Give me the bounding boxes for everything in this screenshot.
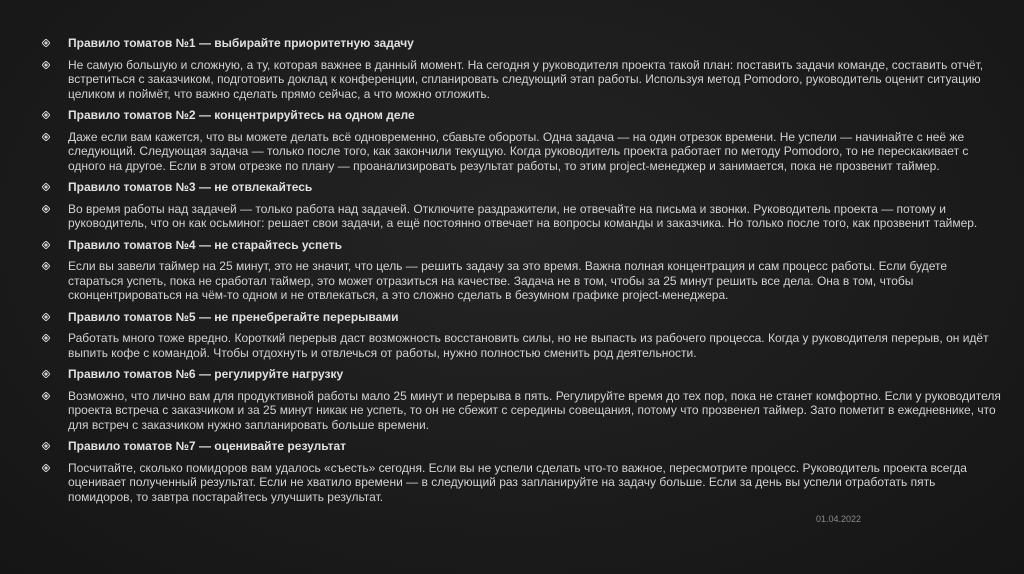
rule-5-heading-text: Правило томатов №5 — не пренебрегайте перерывами <box>68 309 399 324</box>
diamond-bullet-icon <box>42 313 50 321</box>
rule-5-text <box>42 331 1002 360</box>
rule-2-heading <box>42 108 1002 123</box>
diamond-bullet-icon <box>42 334 50 342</box>
diamond-bullet-icon <box>42 111 50 119</box>
slide-content <box>42 36 1002 511</box>
rule-1-heading <box>42 36 1002 51</box>
footer-date: 01.04.2022 <box>816 514 862 524</box>
rule-1-text <box>42 58 1002 102</box>
rule-5-heading <box>42 310 1002 325</box>
diamond-bullet-icon <box>42 61 50 69</box>
rule-2-heading-text: Правило томатов №2 — концентрируйтесь на одном деле <box>68 108 415 122</box>
rule-4-heading-text: Правило томатов №4 — не старайтесь успеть <box>68 237 342 252</box>
rule-6-heading-text: Правило томатов №6 — регулируйте нагрузку <box>68 367 344 381</box>
rule-2-text <box>42 130 1002 174</box>
diamond-bullet-icon <box>42 392 50 400</box>
rule-7-body-text: Посчитайте, сколько помидоров вам удалось «съесть» сегодня. Если вы не успели сделать что-то важное, пересмотрите процесс. Руководитель проекта всегда оценивает полученный результат. Если не хватило времени — в следующий раз запланируйте на задачу больше. Если за день вы успели отработать пять помидоров, то завтра постарайтесь улучшить результат. <box>68 460 967 504</box>
rule-6-body-text: Возможно, что лично вам для продуктивной работы мало 25 минут и перерыва в пять. Регулируйте время до тех пор, пока не станет комфортно. Если у руководителя проекта встреча с заказчиком и за 25 минут никак не успеть, то он не сбежит с середины совещания, потому что прозвенел таймер. Зато пометит в ежедневнике, что для встреч с заказчиком нужно запланировать больше времени. <box>68 388 1001 432</box>
rule-1-body-text: Не самую большую и сложную, а ту, которая важнее в данный момент. На сегодня у руководителя проекта такой план: поставить задачи команде, составить отчёт, встретиться с заказчиком, подготовить доклад к конференции, спланировать следующий этап работы. Используя метод Pomodoro, руководитель оценит ситуацию целиком и поймёт, что важно сделать прямо сейчас, а что можно отложить. <box>68 57 984 101</box>
rule-7-heading <box>42 439 1002 454</box>
diamond-bullet-icon <box>42 133 50 141</box>
diamond-bullet-icon <box>42 262 50 270</box>
diamond-bullet-icon <box>42 205 50 213</box>
diamond-bullet-icon <box>42 370 50 378</box>
rule-2-body-text: Даже если вам кажется, что вы можете делать всё одновременно, сбавьте обороты. Одна задача — на один отрезок времени. Не успели — начинайте с неё же следующий. Следующая задача — только после того, как закончили текущую. Когда руководитель проекта работает по методу Pomodoro, то не перескакивает с одного на другое. Если в этом отрезке по плану — проанализировать результат работы, то этим project-менеджер и занимается, пока не прозвенит таймер. <box>68 129 969 173</box>
rule-3-heading <box>42 180 1002 195</box>
rule-4-heading <box>42 238 1002 253</box>
rule-1-heading-text: Правило томатов №1 — выбирайте приоритетную задачу <box>68 36 414 50</box>
diamond-bullet-icon <box>42 183 50 191</box>
rule-6-heading <box>42 367 1002 382</box>
rule-3-body-text: Во время работы над задачей — только работа над задачей. Отключите раздражители, не отвечайте на письма и звонки. Руководитель проекта — потому и руководитель, что он как осьминог: решает свои задачи, а ещё постоянно отвечает на вопросы команды и заказчика. Но только после того, как прозвенит таймер. <box>68 201 978 230</box>
rule-7-text <box>42 461 1002 505</box>
diamond-bullet-icon <box>42 442 50 450</box>
rule-6-text <box>42 389 1002 433</box>
rule-4-text <box>42 259 1002 303</box>
rule-3-text <box>42 202 1002 231</box>
diamond-bullet-icon <box>42 464 50 472</box>
rule-7-heading-text: Правило томатов №7 — оценивайте результат <box>68 439 346 453</box>
diamond-bullet-icon <box>42 241 50 249</box>
rule-3-heading-text: Правило томатов №3 — не отвлекайтесь <box>68 180 313 194</box>
diamond-bullet-icon <box>42 39 50 47</box>
rule-4-body-text: Если вы завели таймер на 25 минут, это не значит, что цель — решить задачу за это время. Важна полная концентрация и сам процесс работы. Если будете стараться успеть, пока не сработал таймер, это может отразиться на качестве. Задача не в том, чтобы за 25 минут решить все дела. Она в том, чтобы сконцентрироваться на чём-то одном и не отвлекаться, а это сложно сделать в безумном графике project-менеджера. <box>68 259 948 302</box>
rule-5-body-text: Работать много тоже вредно. Короткий перерыв даст возможность восстановить силы, но не выпасть из рабочего процесса. Когда у руководителя перерыв, он идёт выпить кофе с командой. Чтобы отдохнуть и отвлечься от работы, нужно полностью сменить род деятельности. <box>68 331 989 360</box>
